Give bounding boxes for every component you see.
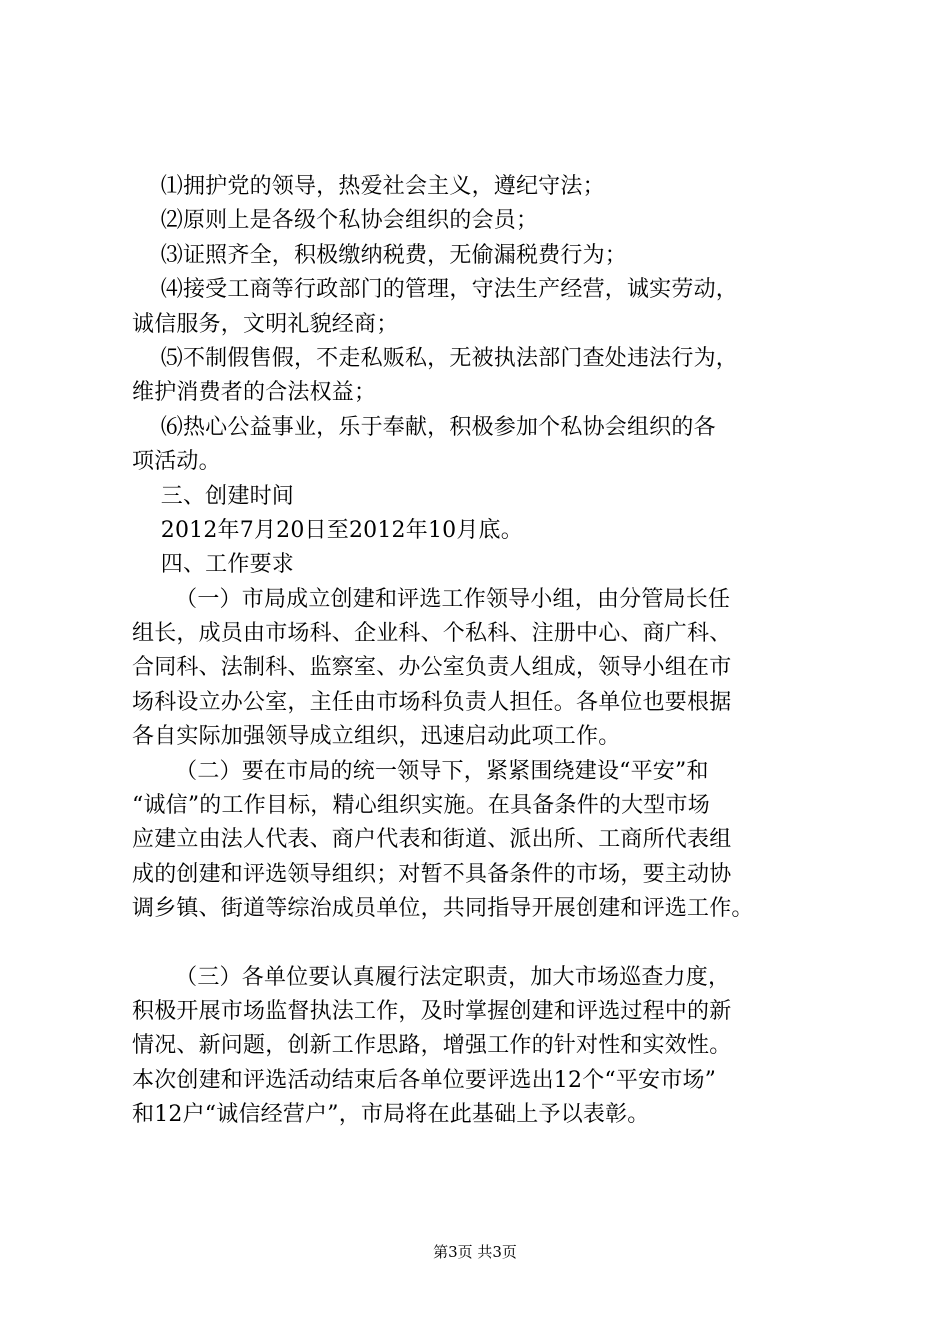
text-line: 调乡镇、街道等综治成员单位，共同指导开展创建和评选工作。 — [132, 896, 754, 922]
text-line: 本次创建和评选活动结束后各单位要评选出12个“平安市场” — [132, 1067, 717, 1093]
text-line: ⑸不制假售假，不走私贩私，无被执法部门查处违法行为， — [132, 345, 738, 371]
text-line: 项活动。 — [132, 449, 221, 475]
text-line: 应建立由法人代表、商户代表和街道、派出所、工商所代表组 — [132, 827, 732, 853]
text-line: 和12户“诚信经营户”，市局将在此基础上予以表彰。 — [132, 1102, 650, 1128]
text-line: 场科设立办公室，主任由市场科负责人担任。各单位也要根据 — [132, 689, 732, 715]
text-line: （二）要在市局的统一领导下，紧紧围绕建设“平安”和 — [132, 758, 709, 784]
text-line: ⑶证照齐全，积极缴纳税费，无偷漏税费行为； — [132, 242, 627, 268]
text-line: “诚信”的工作目标，精心组织实施。在具备条件的大型市场 — [132, 793, 710, 819]
text-line: ⑴拥护党的领导，热爱社会主义，遵纪守法； — [132, 174, 605, 199]
section-heading: 四、工作要求 — [132, 552, 294, 578]
text-line: ⑵原则上是各级个私协会组织的会员； — [132, 208, 539, 234]
text-line: 各自实际加强领导成立组织，迅速启动此项工作。 — [132, 724, 621, 750]
page-number-footer: 第3页 共3页 — [433, 1243, 517, 1261]
text-line: ⑹热心公益事业，乐于奉献，积极参加个私协会组织的各 — [132, 414, 716, 440]
text-line: 成的创建和评选领导组织；对暂不具备条件的市场，要主动协 — [132, 861, 732, 887]
section-heading: 三、创建时间 — [132, 483, 294, 509]
text-line: 维护消费者的合法权益； — [132, 380, 377, 406]
text-line: 合同科、法制科、监察室、办公室负责人组成，领导小组在市 — [132, 655, 732, 681]
text-line: 诚信服务，文明礼貌经商； — [132, 311, 399, 337]
document-body — [132, 170, 844, 1133]
text-line: 积极开展市场监督执法工作，及时掌握创建和评选过程中的新 — [132, 998, 732, 1024]
paragraph-gap — [132, 927, 844, 961]
text-line: 情况、新问题，创新工作思路，增强工作的针对性和实效性。 — [132, 1033, 732, 1059]
text-line: 2012年7月20日至2012年10月底。 — [132, 517, 523, 543]
text-line: ⑷接受工商等行政部门的管理，守法生产经营，诚实劳动， — [132, 277, 738, 303]
text-line: 组长，成员由市场科、企业科、个私科、注册中心、商广科、 — [132, 621, 732, 647]
text-line: （三）各单位要认真履行法定职责，加大市场巡查力度， — [132, 964, 731, 990]
text-line: （一）市局成立创建和评选工作领导小组，由分管局长任 — [132, 586, 731, 612]
